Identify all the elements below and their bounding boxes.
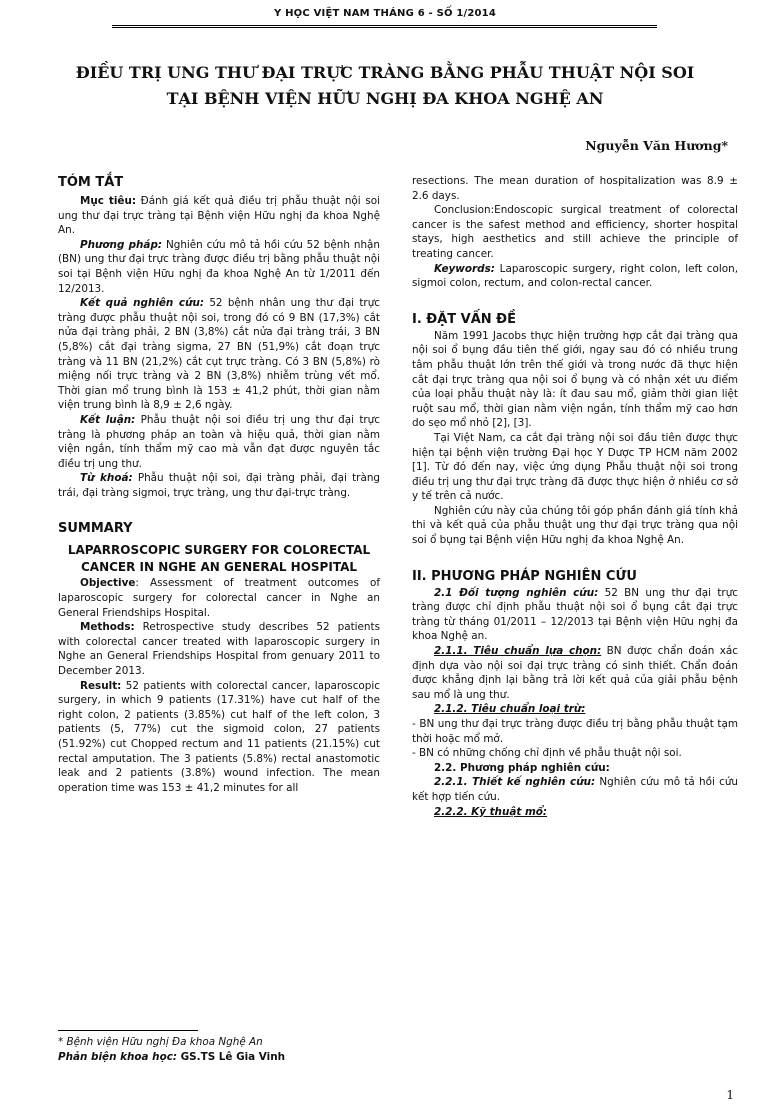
reviewer-label: Phản biện khoa học: [58,1051,178,1063]
summary-result-text: 52 patients with colorectal cancer, laparoscopic surgery, in which 9 patients (17.31%) have cut half of the right colon, 2 patients (3.85%) cut half of the left colon, 3 patients (5, 77%) cut the sigmoid colon, 27 patients (51.92%) cut Chopped rectum and 11 patients (21.15%) cut rectal amputation. The 3 patients (5.8%) rectal anastomotic leak and 2 patients (3.8%) wound infection. The mean operation time was 153 ± 41,2 minutes for all [58,679,380,794]
section-2-2 [412,761,738,776]
abstract-objective [58,194,380,238]
abstract-heading: TÓM TẮT [58,175,124,190]
section-2-2-2 [412,805,738,820]
summary-keywords [412,262,738,291]
result-text: 52 bệnh nhân ung thư đại trực tràng được phẫu thuật nội soi, trong đó có 9 BN (17,3%) cắt nửa đại tràng phải, 2 BN (3,8%) cắt nửa đại tràng trái, 3 BN (5,8%) cắt đại tràng sigma, 27 BN (51,9%) cắt đoạn trực tràng và 11 BN (21,2%) cắt cụt trực tràng. Có 3 BN (5,8%) rò miệng nối trực tràng và 2 BN (3,8%) nhiễm trùng vết mổ. Thời gian mổ trung bình là 153 ± 41,2 phút, thời gian nằm viện trung bình là 8,9 ± 2,6 ngày. [58,297,380,412]
section-2-1-1-label: 2.1.1. Tiêu chuẩn lựa chọn: [434,645,602,658]
method-label: Phương pháp: [80,238,163,251]
section-2-1 [412,586,738,644]
section-2-2-label: 2.2. Phương pháp nghiên cứu: [434,761,610,774]
header-rule-2 [112,27,657,28]
journal-header: Y HỌC VIỆT NAM THÁNG 6 - SỐ 1/2014 [273,8,497,19]
summary-objective-label: Objective [80,577,136,590]
summary-keywords-label: Keywords: [434,262,495,275]
summary-result-continued: resections. The mean duration of hospitalization was 8.9 ± 2.6 days. [412,175,738,202]
conclusion-text: Phẫu thuật nội soi điều trị ung thư đại trực tràng là phương pháp an toàn và hiệu quả, thời gian nằm viện ngắn, tính thẩm mỹ cao mà vẫn đạt được nguyên tắc điều trị ung thư. [58,413,380,470]
page-number: 1 [726,1088,734,1102]
title-line-2: TẠI BỆNH VIỆN HỮU NGHỊ ĐA KHOA NGHỆ AN [166,89,604,108]
intro-paragraph-3: Nghiên cứu này của chúng tôi góp phần đánh giá tính khả thi và kết quả của phẫu thuật ung thư đại trực tràng qua nội soi ổ bụng tại Bệnh viện Hữu nghị đa khoa Nghệ An. [412,504,738,547]
title-line-1: ĐIỀU TRỊ UNG THƯ ĐẠI TRỰC TRÀNG BẰNG PHẪU THUẬT NỘI SOI [75,63,695,82]
conclusion-label: Kết luận: [80,413,136,426]
summary-objective [58,576,380,620]
abstract-result [58,296,380,413]
section-2-1-2-label: 2.1.2. Tiêu chuẩn loại trừ: [434,703,586,716]
header-rule [112,25,657,26]
section-2-2-1-label: 2.2.1. Thiết kế nghiên cứu: [434,776,596,789]
section-2-1-1-text: BN được chẩn đoán xác định dựa vào nội soi đại trực tràng có sinh thiết. Chẩn đoán được khẳng định lại bằng trả lời kết quả của giải phẫu bệnh sau mổ là ung thư. [412,645,738,701]
summary-result [58,679,380,796]
summary-methods-label: Methods: [80,621,135,634]
section-2-1-label: 2.1 Đối tượng nghiên cứu: [434,586,599,599]
summary-methods [58,620,380,678]
section-2-2-1 [412,775,738,804]
summary-keywords-text: Laparoscopic surgery, right colon, left colon, sigmoi colon, rectum, and colon-rectal cancer. [412,262,738,290]
methods-heading: II. PHƯƠNG PHÁP NGHIÊN CỨU [412,568,637,584]
section-2-1-1 [412,644,738,702]
method-text: Nghiên cứu mô tả hồi cứu 52 bệnh nhận (BN) ung thư đại trực tràng được điều trị bằng phẫu thuật nội soi tại Bệnh viện Hữu nghị đa khoa Nghệ An từ 1/2011 đến 12/2013. [58,238,380,295]
intro-paragraph-2: Tại Việt Nam, ca cắt đại tràng nội soi đầu tiên được thực hiện tại bệnh viện trường Đại học Y Dược TP HCM năm 2002 [1]. Từ đó đến nay, việc ứng dụng Phẫu thuật nội soi trong điều trị ung thư đại trực tràng đã được thực hiện ở nhiều cơ sở y tế trên cả nước. [412,431,738,503]
summary-conclusion: Conclusion:Endoscopic surgical treatment of colorectal cancer is the safest method and efficiency, shorter hospital stays, high aesthetics and still achieve the principle of treating cancer. [412,204,738,260]
author: Nguyễn Văn Hương* [585,138,728,153]
footnote-affiliation: * Bệnh viện Hữu nghị Đa khoa Nghệ An [58,1036,263,1048]
intro-paragraph-1: Năm 1991 Jacobs thực hiện trường hợp cắt đại tràng qua nội soi ổ bụng đầu tiên thế giới, ngay sau đó có nhiều trung tâm phẫu thuật lớn trên thế giới và trong nước đã thực hiện cắt đại trực tràng qua nội soi ổ bụng và có nhận xét ưu điểm của loại phẫu thuật này là: ít đau sau mổ, giảm thời gian liệt ruột sau mổ, thời gian nằm viện ngắn, tính thẩm mỹ cao hơn do sẹo mổ nhỏ [2], [3]. [412,329,738,430]
footnote-reviewer [58,1050,380,1065]
summary-result-label: Result: [80,679,122,692]
exclusion-item-2: - BN có những chống chỉ định về phẫu thuật nội soi. [412,747,682,760]
section-2-2-1-text: Nghiên cứu mô tả hồi cứu kết hợp tiến cứu. [412,776,738,803]
section-2-2-2-label: 2.2.2. Kỹ thuật mổ: [434,805,548,818]
abstract-method [58,238,380,296]
summary-methods-text: Retrospective study describes 52 patients with colorectal cancer treated with laparoscopic surgery in Nghe an General Friendships Hospital from genuary 2011 to December 2013. [58,621,380,678]
paper-title [40,60,730,112]
keywords-label: Từ khoá: [80,472,133,485]
right-column [412,160,738,819]
footnote [58,1030,380,1065]
summary-title: LAPARROSCOPIC SURGERY FOR COLORECTAL CANCER IN NGHE AN GENERAL HOSPITAL [67,543,371,575]
objective-text: Đánh giá kết quả điều trị phẫu thuật nội soi ung thư đại trực tràng tại Bệnh viện Hữu nghị đa khoa Nghệ An. [58,195,380,237]
section-2-1-text: 52 BN ung thư đại trực tràng được chỉ định phẫu thuật nội soi ổ bụng cắt đại trực tràng từ tháng 01/2011 – 12/2013 tại Bệnh viện Hữu nghị đa khoa Nghệ an. [412,586,738,643]
exclusion-item-1: - BN ung thư đại trực tràng được điều trị bằng phẫu thuật tạm thời hoặc mổ mở. [412,718,738,745]
result-label: Kết quả nghiên cứu: [80,297,205,310]
reviewer-name: GS.TS Lê Gia Vinh [177,1051,286,1063]
summary-heading: SUMMARY [58,521,133,537]
intro-heading: I. ĐẶT VẤN ĐỀ [412,311,516,327]
abstract-keywords [58,471,380,500]
summary-objective-text: : Assessment of treatment outcomes of laparoscopic surgery for colorectal cancer in Nghe an General Friendships Hospital. [58,577,380,619]
keywords-text: Phẫu thuật nội soi, đại tràng phải, đại tràng trái, đại tràng sigmoi, trực tràng, ung thư đại-trực tràng. [58,472,380,499]
footnote-rule [58,1030,198,1031]
left-column [58,160,380,795]
section-2-1-2 [412,702,738,717]
objective-label: Mục tiêu: [80,195,136,207]
abstract-conclusion [58,413,380,471]
